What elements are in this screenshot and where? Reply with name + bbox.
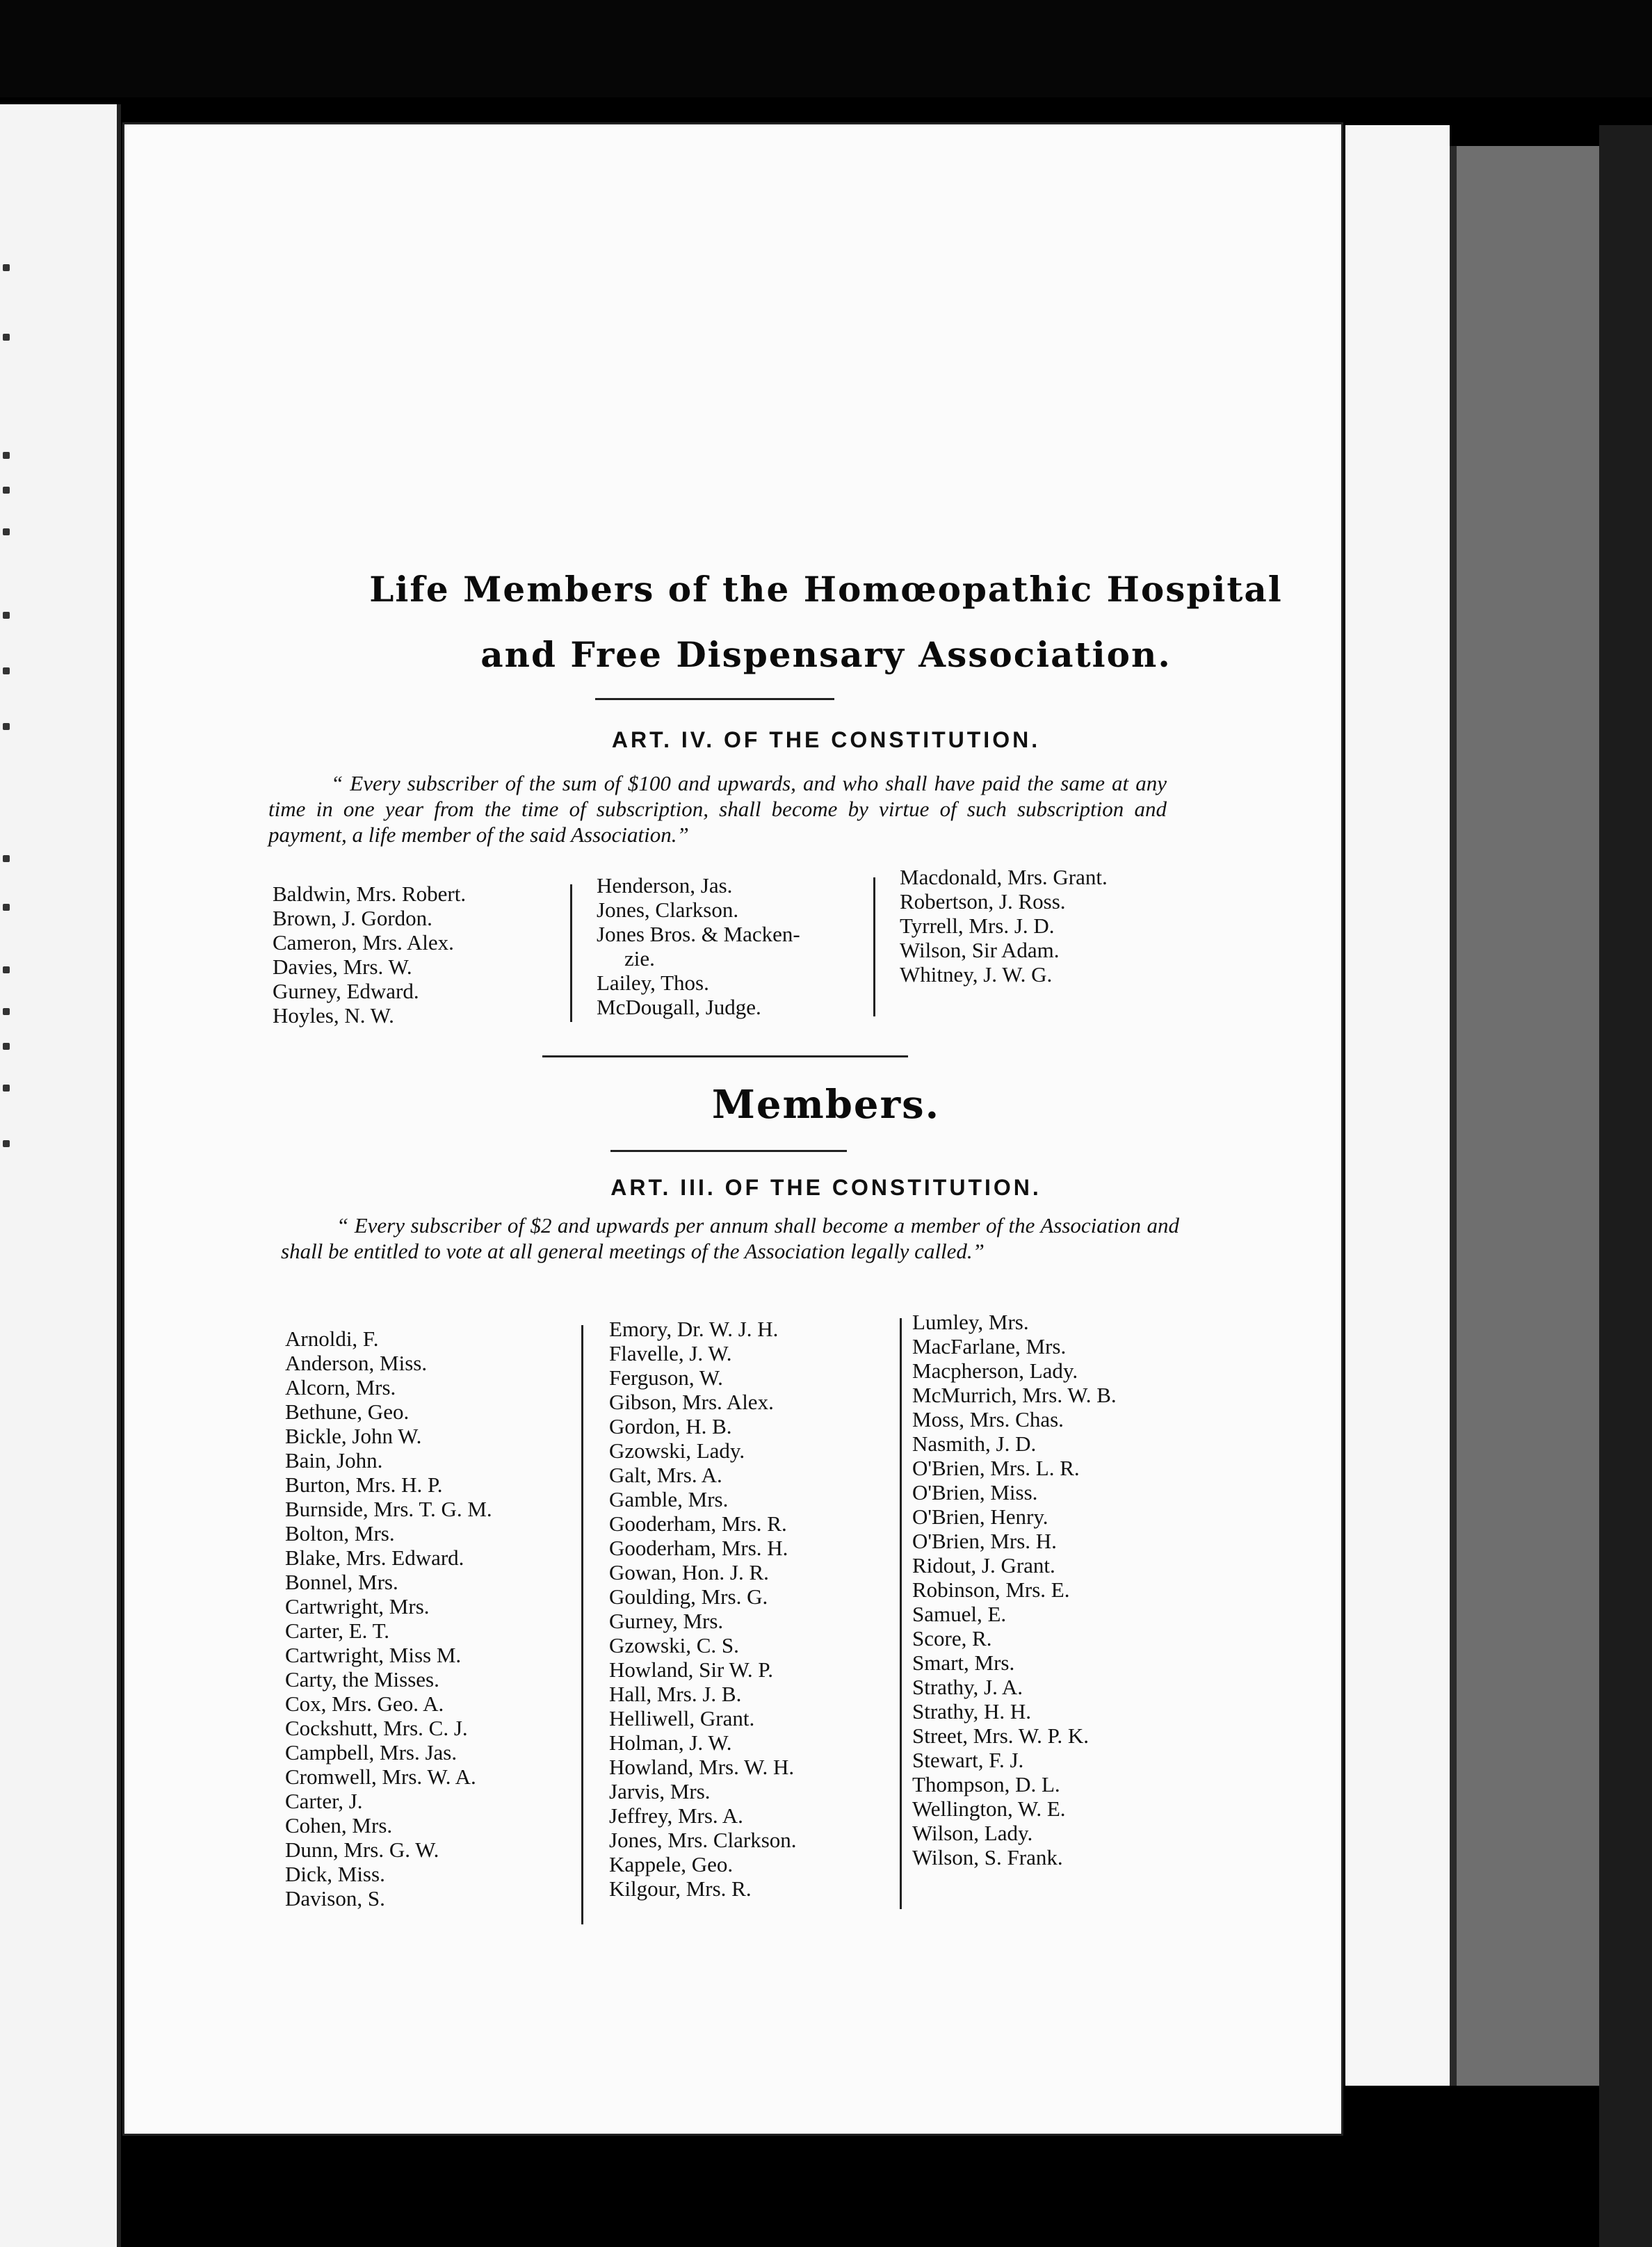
member-name: McMurrich, Mrs. W. B. bbox=[912, 1383, 1117, 1407]
life-members-article-quote: “ Every subscriber of the sum of $100 and upwards, and who shall have paid the same at any time in one year from the time of subscription, shall become by virtue of such subscription and payment, a life member of the said Association.” bbox=[268, 771, 1167, 847]
member-name: Whitney, J. W. G. bbox=[900, 962, 1053, 987]
members-heading: Members. bbox=[711, 1082, 941, 1128]
member-name: Davison, S. bbox=[285, 1886, 385, 1911]
member-name: Hall, Mrs. J. B. bbox=[609, 1682, 742, 1706]
member-name: Anderson, Miss. bbox=[285, 1351, 428, 1375]
members-column-2 bbox=[609, 1317, 797, 1901]
member-name: Brown, J. Gordon. bbox=[273, 906, 432, 930]
member-name: Carter, J. bbox=[285, 1789, 363, 1813]
member-name: Kappele, Geo. bbox=[609, 1852, 734, 1876]
speck bbox=[3, 904, 10, 911]
member-name: Macdonald, Mrs. Grant. bbox=[900, 865, 1108, 889]
member-name: McDougall, Judge. bbox=[597, 995, 761, 1019]
member-name: Wilson, Sir Adam. bbox=[900, 938, 1060, 962]
member-name: Lumley, Mrs. bbox=[912, 1310, 1029, 1334]
member-name: Wellington, W. E. bbox=[912, 1796, 1066, 1821]
member-name: Jarvis, Mrs. bbox=[609, 1779, 711, 1803]
life-members-column-3 bbox=[900, 865, 1108, 987]
speck bbox=[3, 1140, 10, 1147]
member-name: Stewart, F. J. bbox=[912, 1748, 1024, 1772]
member-name: Howland, Mrs. W. H. bbox=[609, 1755, 795, 1779]
life-members-column-2 bbox=[597, 873, 800, 1019]
member-name: Wilson, Lady. bbox=[912, 1821, 1033, 1845]
member-name: Henderson, Jas. bbox=[597, 873, 733, 898]
member-name: O'Brien, Mrs. H. bbox=[912, 1529, 1057, 1553]
member-name: Gurney, Edward. bbox=[273, 979, 419, 1003]
speck bbox=[3, 264, 10, 271]
member-name: O'Brien, Miss. bbox=[912, 1480, 1038, 1504]
member-name: Blake, Mrs. Edward. bbox=[285, 1546, 464, 1570]
member-name: Smart, Mrs. bbox=[912, 1650, 1015, 1675]
members-article-quote: “ Every subscriber of $2 and upwards per annum shall become a member of the Association and shall be entitled to vote at all general meetings of the Association legally called.” bbox=[281, 1213, 1179, 1263]
title-rule bbox=[595, 698, 834, 700]
members-rule bbox=[610, 1150, 847, 1152]
speck bbox=[3, 528, 10, 535]
member-name: Howland, Sir W. P. bbox=[609, 1657, 773, 1682]
member-name: Flavelle, J. W. bbox=[609, 1341, 732, 1365]
member-name: Arnoldi, F. bbox=[285, 1327, 379, 1351]
member-name: Campbell, Mrs. Jas. bbox=[285, 1740, 457, 1765]
member-name: Jeffrey, Mrs. A. bbox=[609, 1803, 743, 1828]
speck bbox=[3, 452, 10, 459]
member-name: Robertson, J. Ross. bbox=[900, 889, 1066, 914]
member-name: Gooderham, Mrs. H. bbox=[609, 1536, 788, 1560]
member-name: Hoyles, N. W. bbox=[273, 1003, 394, 1028]
member-name: Gordon, H. B. bbox=[609, 1414, 732, 1438]
member-name: Tyrrell, Mrs. J. D. bbox=[900, 914, 1055, 938]
members-column-3 bbox=[912, 1310, 1117, 1869]
speck bbox=[3, 334, 10, 341]
member-name: Gzowski, Lady. bbox=[609, 1438, 745, 1463]
speck bbox=[3, 855, 10, 862]
member-name: Baldwin, Mrs. Robert. bbox=[273, 882, 467, 906]
member-name: Dick, Miss. bbox=[285, 1862, 385, 1886]
member-name: Lailey, Thos. bbox=[597, 971, 709, 995]
member-name: Gooderham, Mrs. R. bbox=[609, 1511, 787, 1536]
life-members-article-heading: ART. IV. OF THE CONSTITUTION. bbox=[611, 727, 1041, 752]
column-divider bbox=[873, 877, 875, 1016]
section-rule bbox=[542, 1055, 908, 1057]
member-name: O'Brien, Mrs. L. R. bbox=[912, 1456, 1080, 1480]
member-name: Gibson, Mrs. Alex. bbox=[609, 1390, 774, 1414]
top-background bbox=[0, 0, 1652, 97]
members-article-heading: ART. III. OF THE CONSTITUTION. bbox=[610, 1175, 1042, 1200]
member-name: Cameron, Mrs. Alex. bbox=[273, 930, 454, 955]
member-name: Nasmith, J. D. bbox=[912, 1431, 1037, 1456]
members-column-1 bbox=[285, 1327, 492, 1911]
member-name: Bethune, Geo. bbox=[285, 1400, 410, 1424]
member-name: Galt, Mrs. A. bbox=[609, 1463, 722, 1487]
member-name: Cartwright, Miss M. bbox=[285, 1643, 462, 1667]
member-name: O'Brien, Henry. bbox=[912, 1504, 1048, 1529]
member-name: Carty, the Misses. bbox=[285, 1667, 439, 1692]
member-name: Macpherson, Lady. bbox=[912, 1358, 1078, 1383]
member-name: Bickle, John W. bbox=[285, 1424, 422, 1448]
member-name: Moss, Mrs. Chas. bbox=[912, 1407, 1064, 1431]
member-name: Jones, Clarkson. bbox=[597, 898, 739, 922]
member-name: Samuel, E. bbox=[912, 1602, 1007, 1626]
member-name: Gamble, Mrs. bbox=[609, 1487, 729, 1511]
member-name: Goulding, Mrs. G. bbox=[609, 1584, 768, 1609]
member-name: zie. bbox=[624, 946, 655, 971]
member-name: Strathy, H. H. bbox=[912, 1699, 1032, 1723]
member-name: Cox, Mrs. Geo. A. bbox=[285, 1692, 444, 1716]
member-name: Holman, J. W. bbox=[609, 1730, 732, 1755]
member-name: Cohen, Mrs. bbox=[285, 1813, 393, 1838]
member-name: Dunn, Mrs. G. W. bbox=[285, 1838, 439, 1862]
speck bbox=[3, 612, 10, 619]
speck bbox=[3, 1008, 10, 1015]
member-name: Alcorn, Mrs. bbox=[285, 1375, 396, 1400]
member-name: Ridout, J. Grant. bbox=[912, 1553, 1055, 1577]
member-name: Bolton, Mrs. bbox=[285, 1521, 395, 1546]
member-name: Cockshutt, Mrs. C. J. bbox=[285, 1716, 468, 1740]
member-name: Robinson, Mrs. E. bbox=[912, 1577, 1070, 1602]
member-name: Ferguson, W. bbox=[609, 1365, 723, 1390]
member-name: Carter, E. T. bbox=[285, 1619, 389, 1643]
member-name: Thompson, D. L. bbox=[912, 1772, 1060, 1796]
title-line-2: and Free Dispensary Association. bbox=[480, 634, 1172, 675]
member-name: Bonnel, Mrs. bbox=[285, 1570, 398, 1594]
member-name: Wilson, S. Frank. bbox=[912, 1845, 1063, 1869]
column-divider bbox=[570, 884, 572, 1022]
speck bbox=[3, 1043, 10, 1050]
member-name: Burnside, Mrs. T. G. M. bbox=[285, 1497, 492, 1521]
speck bbox=[3, 966, 10, 973]
member-name: Kilgour, Mrs. R. bbox=[609, 1876, 752, 1901]
member-name: Jones Bros. & Macken- bbox=[597, 922, 800, 946]
title-line-1: Life Members of the Homœopathic Hospital bbox=[369, 569, 1283, 610]
member-name: Burton, Mrs. H. P. bbox=[285, 1473, 443, 1497]
member-name: Street, Mrs. W. P. K. bbox=[912, 1723, 1090, 1748]
member-name: Davies, Mrs. W. bbox=[273, 955, 412, 979]
member-name: Cromwell, Mrs. W. A. bbox=[285, 1765, 476, 1789]
member-name: Bain, John. bbox=[285, 1448, 383, 1473]
member-name: Emory, Dr. W. J. H. bbox=[609, 1317, 779, 1341]
member-name: Gzowski, C. S. bbox=[609, 1633, 739, 1657]
member-name: Strathy, J. A. bbox=[912, 1675, 1023, 1699]
member-name: Gurney, Mrs. bbox=[609, 1609, 724, 1633]
member-name: MacFarlane, Mrs. bbox=[912, 1334, 1067, 1358]
column-divider bbox=[900, 1318, 902, 1909]
life-members-column-1 bbox=[273, 882, 466, 1028]
speck bbox=[3, 487, 10, 494]
member-name: Score, R. bbox=[912, 1626, 992, 1650]
member-name: Jones, Mrs. Clarkson. bbox=[609, 1828, 797, 1852]
member-name: Gowan, Hon. J. R. bbox=[609, 1560, 769, 1584]
member-name: Cartwright, Mrs. bbox=[285, 1594, 430, 1619]
member-name: Helliwell, Grant. bbox=[609, 1706, 755, 1730]
column-divider bbox=[581, 1325, 583, 1924]
